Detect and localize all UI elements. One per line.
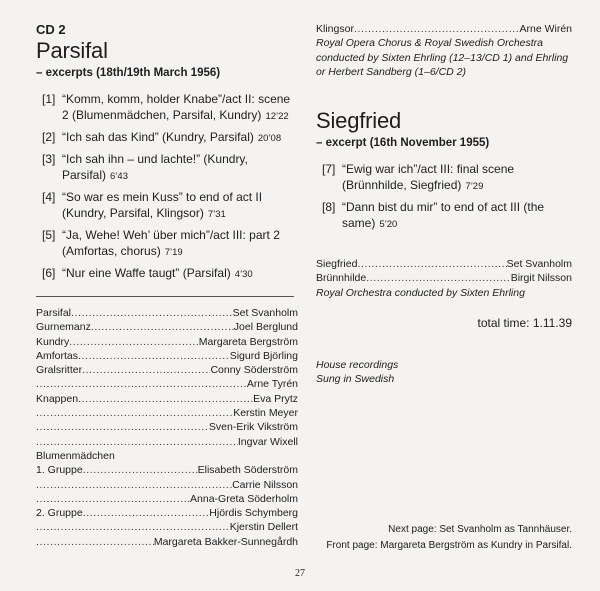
track-number: [6]	[42, 266, 56, 280]
cast-row	[316, 257, 572, 271]
leader-dots	[78, 349, 230, 363]
track-item	[316, 199, 572, 233]
leader-dots	[36, 377, 247, 391]
track-number: [8]	[322, 200, 336, 215]
track-item	[36, 189, 298, 223]
front-page-caption: Front page: Margareta Bergström as Kundry in Parsifal.	[326, 539, 572, 551]
leader-dots	[36, 520, 230, 534]
cast-role: Knappen	[36, 392, 79, 405]
leader-dots	[83, 463, 198, 477]
divider	[36, 296, 294, 297]
track-text: “Ewig war ich”/act III: final scene (Brünnhilde, Siegfried)	[342, 162, 515, 193]
cast-row	[36, 520, 298, 534]
parsifal-excerpt-note: – excerpts (18th/19th March 1956)	[36, 67, 221, 79]
cast-role: Siegfried	[316, 258, 358, 271]
cast-row	[36, 349, 298, 363]
track-item	[36, 129, 298, 147]
parsifal-track-list	[36, 91, 298, 283]
cast-singer: Elisabeth Söderström	[197, 464, 298, 477]
leader-dots	[36, 406, 233, 420]
track-duration: 7’31	[207, 209, 226, 220]
track-text: “Nur eine Waffe taugt” (Parsifal)	[62, 266, 231, 280]
leader-dots	[69, 335, 199, 349]
cast-row	[36, 320, 298, 334]
cast-singer: Margareta Bakker-Sunnegårdh	[153, 535, 298, 548]
track-item	[36, 227, 298, 261]
cast-singer: Conny Söderström	[210, 364, 298, 377]
track-number: [1]	[42, 92, 56, 106]
siegfried-performers-credit: Royal Orchestra conducted by Sixten Ehrling	[316, 286, 525, 299]
cast-row	[36, 478, 298, 492]
leader-dots	[91, 320, 234, 334]
leader-dots	[36, 492, 190, 506]
track-duration: 5’20	[379, 219, 398, 231]
siegfried-track-list	[316, 161, 572, 233]
cd-label: CD 2	[36, 22, 66, 37]
track-duration: 7’19	[164, 247, 183, 258]
track-number: [7]	[322, 162, 336, 177]
cast-role: Gurnemanz	[36, 321, 91, 334]
siegfried-title: Siegfried	[316, 108, 402, 134]
track-number: [2]	[42, 130, 56, 144]
cast-singer: Anna-Greta Söderholm	[190, 492, 298, 505]
cast-role: Klingsor	[316, 23, 354, 35]
track-item	[36, 91, 298, 125]
photo-captions	[326, 522, 572, 553]
cast-row	[36, 535, 298, 549]
track-text: “Ja, Wehe! Weh’ über mich”/act III: part 2 (Amfortas, chorus)	[62, 228, 280, 258]
track-text: “So war es mein Kuss” to end of act II (Kundry, Parsifal, Klingsor)	[62, 190, 263, 220]
cast-row	[36, 335, 298, 349]
track-number: [4]	[42, 190, 56, 204]
cast-singer: Arne Tyrén	[246, 378, 298, 391]
leader-dots	[36, 478, 232, 492]
track-duration: 20’08	[257, 133, 282, 144]
track-item	[36, 151, 298, 185]
cast-singer: Joel Berglund	[233, 321, 298, 334]
klingsor-cast	[316, 22, 572, 36]
cast-singer: Birgit Nilsson	[510, 272, 572, 285]
cast-singer: Margareta Bergström	[198, 335, 298, 348]
cast-role: Amfortas	[36, 349, 79, 362]
cast-singer: Sigurd Björling	[229, 349, 298, 362]
siegfried-excerpt-note: – excerpt (16th November 1955)	[316, 137, 490, 150]
track-text: “Komm, komm, holder Knabe”/act II: scene 2 (Blumenmädchen, Parsifal, Kundry)	[62, 92, 291, 122]
leader-dots	[71, 306, 233, 320]
leader-dots	[36, 535, 154, 549]
track-duration: 4’30	[234, 269, 253, 280]
track-duration: 7’29	[465, 181, 484, 193]
cast-role: Gralsritter	[36, 364, 83, 377]
parsifal-performers-credit: Royal Opera Chorus & Royal Swedish Orchestra conducted by Sixten Ehrling (12–13/CD 1) and Ehrling or Herbert Sandberg (1–6/CD 2)	[316, 37, 569, 78]
cast-row	[36, 492, 298, 506]
cast-role: 1. Gruppe	[36, 464, 83, 477]
leader-dots	[83, 506, 210, 520]
cast-row	[316, 271, 572, 285]
parsifal-title: Parsifal	[36, 38, 108, 63]
cast-role: Brünnhilde	[316, 272, 367, 285]
cast-row	[36, 377, 298, 391]
cast-role: 2. Gruppe	[36, 507, 83, 520]
track-number: [3]	[42, 152, 56, 166]
left-column	[36, 22, 298, 549]
track-text: “Dann bist du mir” to end of act III (the same)	[342, 200, 545, 231]
track-item	[36, 265, 298, 283]
track-duration: 12’22	[265, 111, 289, 122]
right-column	[316, 22, 572, 387]
leader-dots	[354, 22, 520, 36]
cast-singer: Carrie Nilsson	[232, 478, 298, 491]
cast-singer: Sven-Erik Vikström	[208, 421, 298, 434]
leader-dots	[78, 392, 253, 406]
track-item	[316, 161, 572, 195]
cast-row	[36, 420, 298, 434]
leader-dots	[36, 435, 238, 449]
cast-singer: Arne Wirén	[519, 23, 572, 35]
parsifal-cast-list	[36, 306, 298, 549]
page-number: 27	[295, 568, 305, 579]
leader-dots	[36, 420, 209, 434]
cast-singer: Ingvar Wixell	[237, 435, 298, 448]
cast-singer: Set Svanholm	[232, 307, 298, 319]
leader-dots	[82, 363, 210, 377]
siegfried-cast-list	[316, 257, 572, 286]
cast-role: Parsifal	[36, 307, 72, 319]
cast-row	[36, 306, 298, 320]
cast-row	[36, 435, 298, 449]
cast-singer: Set Svanholm	[506, 258, 572, 271]
track-text: “Ich sah das Kind” (Kundry, Parsifal)	[62, 130, 254, 144]
next-page-caption: Next page: Set Svanholm as Tannhäuser.	[388, 524, 572, 535]
cast-row	[36, 463, 298, 477]
cast-row	[36, 506, 298, 520]
track-text: “Ich sah ihn – und lachte!” (Kundry, Parsifal)	[62, 152, 248, 182]
house-recordings-note: House recordings	[316, 359, 399, 372]
total-time: total time: 1.11.39	[477, 316, 572, 331]
cast-row	[36, 363, 298, 377]
cast-singer: Eva Prytz	[253, 392, 298, 405]
cast-group-heading: Blumenmädchen	[36, 449, 115, 462]
leader-dots	[357, 257, 506, 271]
track-duration: 6’43	[110, 171, 128, 182]
cast-role: Kundry	[36, 335, 70, 348]
cast-row	[36, 392, 298, 406]
language-note: Sung in Swedish	[316, 373, 395, 386]
leader-dots	[366, 271, 511, 285]
cast-row	[316, 22, 572, 36]
cast-singer: Kerstin Meyer	[233, 407, 298, 420]
cast-row	[36, 406, 298, 420]
track-number: [5]	[42, 228, 56, 242]
cast-singer: Kjerstin Dellert	[229, 521, 298, 534]
cast-singer: Hjördis Schymberg	[209, 507, 298, 520]
